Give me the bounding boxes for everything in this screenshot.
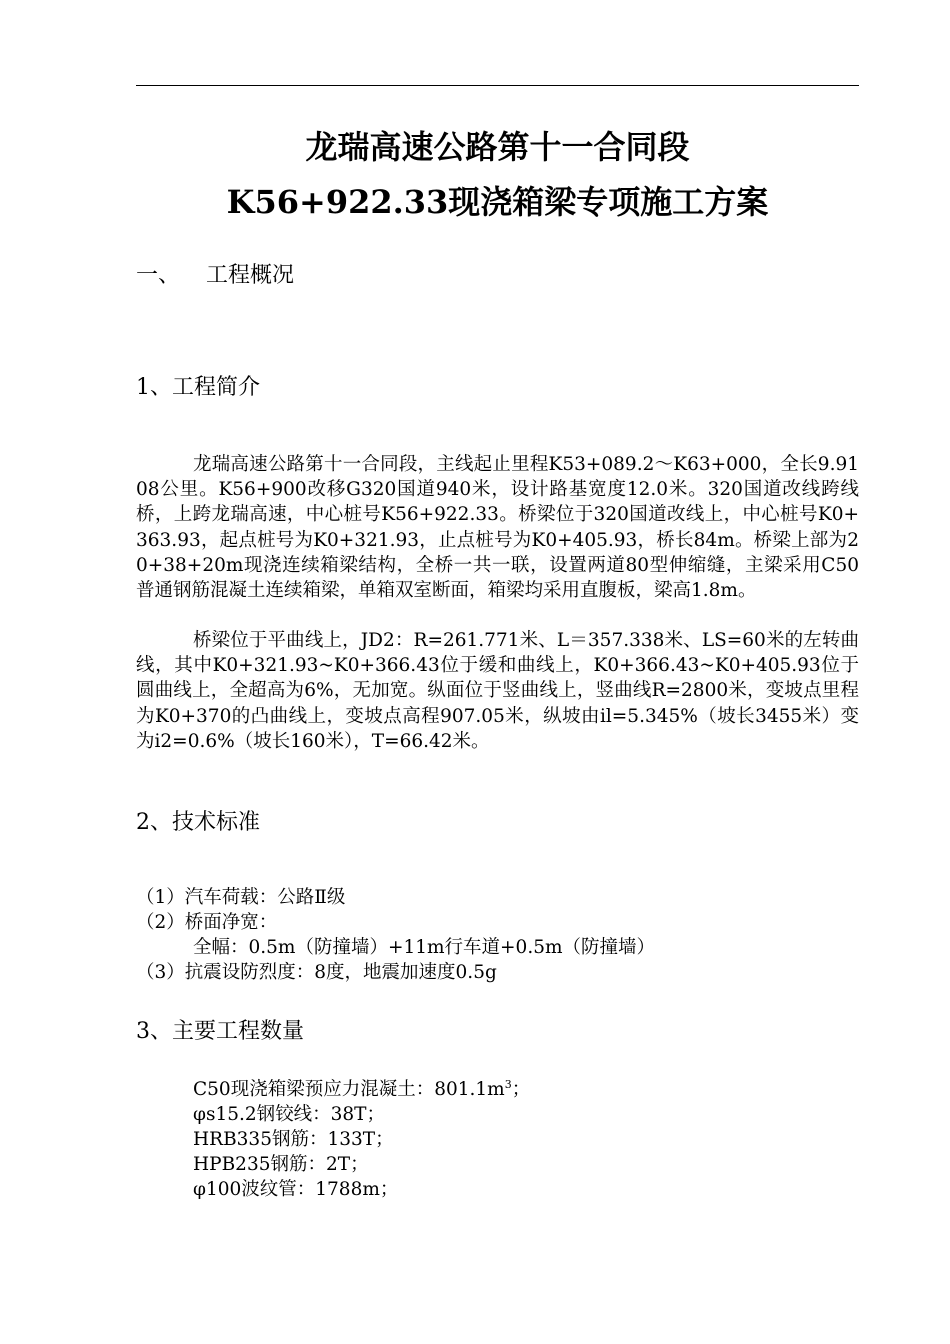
list-item: （3）抗震设防烈度：8度，地震加速度0.5g [136,962,497,983]
list-item: HRB335钢筋：133T； [193,1129,394,1150]
section-number: 一、 [136,263,181,288]
subsection-heading-3: 3、主要工程数量 [136,1019,304,1044]
list-item: 全幅：0.5m（防撞墙）+11m行车道+0.5m（防撞墙） [193,937,656,958]
section-heading-1 [136,262,294,290]
quantity-text: C50现浇箱梁预应力混凝土：801.1m [193,1079,505,1100]
superscript-unit: 3 [504,1077,512,1091]
list-item [193,1077,530,1102]
subsection-heading-1: 1、工程简介 [136,375,260,400]
subsection-heading-2: 2、技术标准 [136,810,260,835]
list-item: （2）桥面净宽： [136,912,278,933]
technical-standards-list [136,885,655,985]
list-item: （1）汽车荷载：公路Ⅱ级 [136,887,346,908]
quantities-list [193,1077,530,1202]
paragraph-project-intro: 龙瑞高速公路第十一合同段，主线起止里程K53+089.2～K63+000，全长9.9108公里。K56+900改移G320国道940米，设计路基宽度12.0米。320国道改线跨线桥，上跨龙瑞高速，中心桩号K56+922.33。桥梁位于320国道改线上，中心桩号K0+363.93，起点桩号为K0+321.93，止点桩号为K0+405.93，桥长84m。桥梁上部为20+38+20m现浇连续箱梁结构，全桥一共一联，设置两道80型伸缩缝，主梁采用C50普通钢筋混凝土连续箱梁，单箱双室断面，箱梁均采用直腹板，梁高1.8m。 [136,454,859,602]
paragraph-curve-info: 桥梁位于平曲线上，JD2：R=261.771米、L＝357.338米、LS=60米的左转曲线，其中K0+321.93~K0+366.43位于缓和曲线上，K0+366.43~K0+405.93位于圆曲线上，全超高为6%，无加宽。纵面位于竖曲线上，竖曲线R=2800米，变坡点里程为K0+370的凸曲线上，变坡点高程907.05米，纵坡由il=5.345%（坡长3455米）变为i2=0.6%（坡长160米），T=66.42米。 [136,630,859,752]
list-item: φ100波纹管：1788m； [193,1179,399,1200]
document-title-line1: 龙瑞高速公路第十一合同段 [305,128,690,166]
section-title: 工程概况 [206,263,295,288]
list-item: φs15.2钢铰线：38T； [193,1104,386,1125]
header-rule [136,85,859,86]
list-item: HPB235钢筋：2T； [193,1154,369,1175]
document-title-line2: K56+922.33现浇箱梁专项施工方案 [226,183,769,221]
quantity-end: ； [511,1079,531,1100]
